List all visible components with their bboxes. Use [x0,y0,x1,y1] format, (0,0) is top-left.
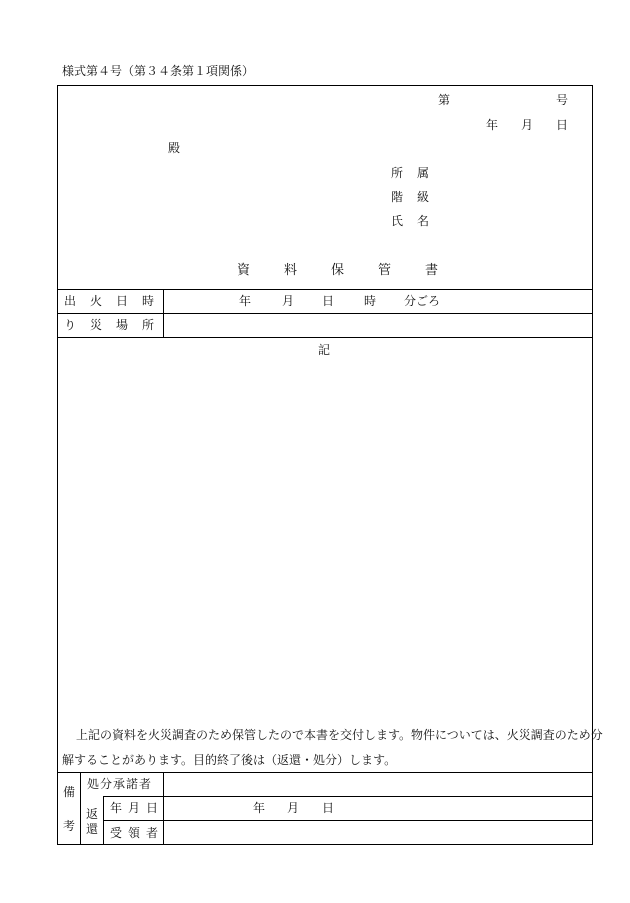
fire-datetime-hour: 時 [364,294,377,308]
divider-line [57,772,593,773]
rank-label: 階級 [391,190,444,204]
document-title: 資料保管書 [237,263,473,278]
return-date-label: 年月日 [110,801,165,815]
name-label: 氏名 [391,214,444,228]
disposal-approver-label: 処分承諾者 [87,777,153,791]
form-label: 様式第４号（第３４条第１項関係） [62,64,255,78]
return-label-top: 返 [86,807,99,821]
statement-line-1: 上記の資料を火災調査のため保管したので本書を交付します。物件については、火災調査のため分 [76,728,603,742]
divider-line [103,820,593,821]
fire-datetime-month: 月 [282,294,295,308]
return-date-day: 日 [322,801,335,815]
fire-datetime-minute: 分ごろ [404,294,441,308]
fire-datetime-day: 日 [322,294,335,308]
remarks-label-bottom: 考 [63,819,76,833]
divider-line [57,313,593,314]
issue-date-day: 日 [556,118,569,132]
note-heading: 記 [318,343,331,357]
receiver-label: 受領者 [110,826,165,840]
number-prefix: 第 [438,93,451,107]
divider-line [57,337,593,338]
issue-date-year: 年 [486,118,499,132]
statement-line-2: 解することがあります。目的終了後は（返還・処分）します。 [62,753,397,767]
issue-date-month: 月 [521,118,534,132]
divider-line [103,796,593,797]
addressee-suffix: 殿 [168,141,181,155]
column-divider [80,772,81,845]
remarks-label-top: 備 [63,785,76,799]
affiliation-label: 所属 [391,166,444,180]
fire-datetime-label: 出火日時 [64,294,169,308]
return-date-month: 月 [287,801,300,815]
return-label-bottom: 還 [86,822,99,836]
return-date-year: 年 [253,801,266,815]
divider-line [57,289,593,290]
number-suffix: 号 [556,93,569,107]
fire-datetime-year: 年 [239,294,252,308]
column-divider [103,796,104,845]
fire-location-label: り災場所 [64,318,169,332]
